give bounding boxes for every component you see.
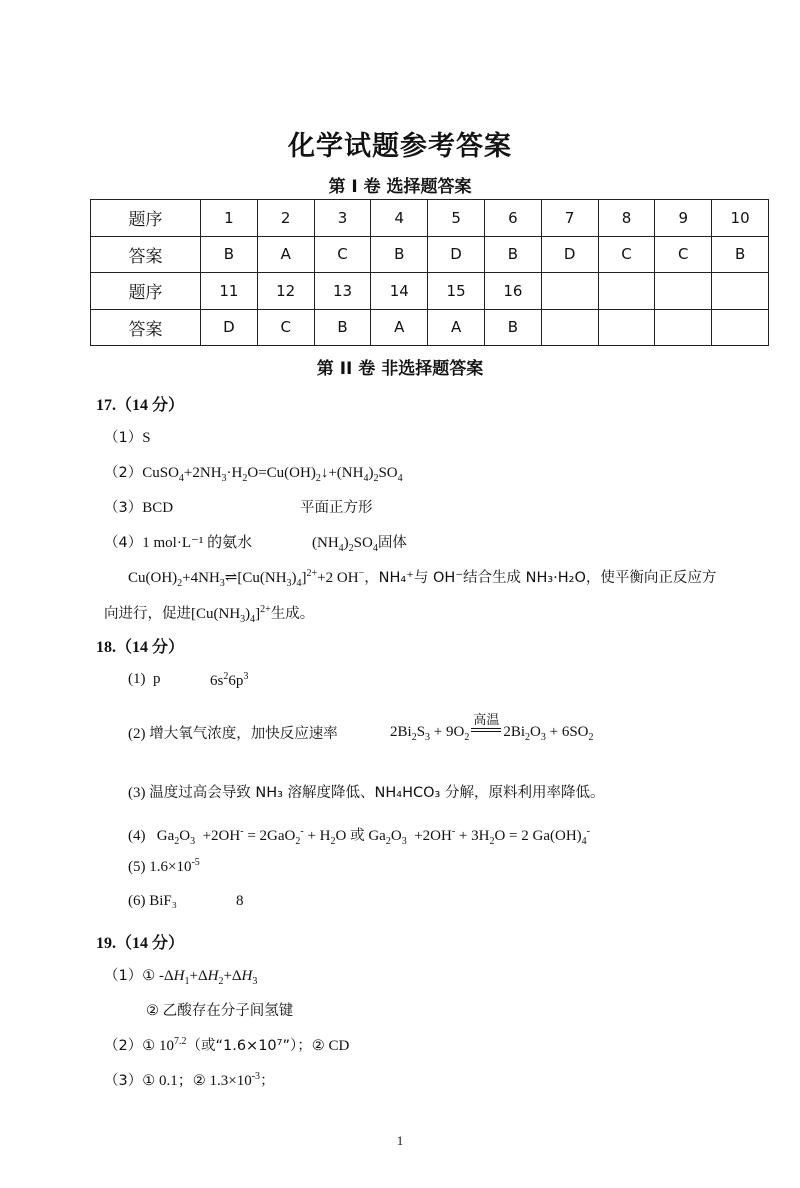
table-cell: 10 — [712, 200, 769, 237]
table-cell — [655, 273, 712, 310]
q19-answer-2: （2）① $10^{7.2}$（或“1.6×10⁷”）；② CD — [104, 1036, 350, 1054]
q18-answer-4: (4) $Ga_2O_3 +2OH^- = 2GaO_2^- + H_2O$ 或 $Ga_2O_3 +2OH^- + 3H_2O = 2$ $Ga(OH)_4^-$ — [128, 826, 590, 847]
page-title: 化学试题参考答案 — [288, 131, 512, 162]
table-cell: C — [598, 236, 655, 273]
q18-answer-3: (3) 温度过高会导致 NH₃ 溶解度降低、NH₄HCO₃ 分解，原料利用率降低。 — [128, 785, 605, 801]
table-cell: 12 — [257, 273, 314, 310]
table-cell — [541, 273, 598, 310]
q19-answer-1b: ② 乙酸存在分子间氢键 — [146, 1003, 294, 1019]
q19-heading: 19.（14 分） — [96, 935, 185, 952]
table-cell: 7 — [541, 200, 598, 237]
table-cell — [598, 309, 655, 346]
table-row — [91, 309, 769, 346]
table-cell: 3 — [314, 200, 371, 237]
table-cell — [655, 309, 712, 346]
table-cell: 14 — [371, 273, 428, 310]
table-cell: 5 — [428, 200, 485, 237]
q18-answer-6: (6) BiF₃ 8 — [128, 893, 244, 909]
q17-answer-2: $(2)CuSO_4+2NH_3\cdot H_2O=Cu(OH)_2↓+(NH_4)_2SO_4$ — [104, 465, 403, 484]
q17-heading: 17.（14 分） — [96, 397, 185, 414]
table-cell: C — [314, 236, 371, 273]
table-cell: B — [484, 309, 541, 346]
table-cell — [712, 273, 769, 310]
row-header: 答案 — [91, 236, 201, 273]
page-number: 1 — [396, 1133, 404, 1148]
table-cell: 6 — [484, 200, 541, 237]
table-cell: C — [655, 236, 712, 273]
table-cell: 1 — [201, 200, 258, 237]
table-cell: A — [257, 236, 314, 273]
q17-answer-3: （3）BCD 平面正方形 — [104, 500, 373, 516]
row-header: 题序 — [91, 200, 201, 237]
reaction-arrow-high-temp: 高温 — [471, 713, 501, 734]
table-row — [91, 200, 769, 237]
table-cell: D — [428, 236, 485, 273]
q17-explanation-line1: $Cu(OH)_2+4NH_3\rightleftharpoons[Cu(NH_3)_4]^{2+}+2$ OH−，NH₄⁺与 OH⁻结合生成 NH₃·H₂O，使平衡向正反应方 — [128, 568, 717, 589]
table-cell: A — [428, 309, 485, 346]
table-cell: 16 — [484, 273, 541, 310]
q18-answer-2: (2) 增大氧气浓度，加快反应速率 $2Bi_2S_3 + 9O_2$ 高温 $2Bi_2O_3 + 6SO_2$ — [128, 713, 594, 743]
answer-table — [90, 199, 769, 346]
table-cell: B — [201, 236, 258, 273]
table-cell: B — [371, 236, 428, 273]
table-cell: B — [484, 236, 541, 273]
q19-answer-3: （3）① 0.1；② $1.3\times 10^{-3}$； — [104, 1071, 275, 1089]
part1-title: 第 I 卷 选择题答案 — [328, 177, 472, 197]
q18-answer-5: (5) $1.6\times 10^{-5}$ — [128, 857, 200, 875]
table-row — [91, 236, 769, 273]
table-cell — [541, 309, 598, 346]
table-cell — [712, 309, 769, 346]
table-cell: B — [712, 236, 769, 273]
table-cell: D — [201, 309, 258, 346]
table-cell: 2 — [257, 200, 314, 237]
table-cell: 9 — [655, 200, 712, 237]
q18-answer-1: (1) p $6s^26p^3$ — [128, 671, 249, 689]
q17-explanation-line2: 向进行，促进$[Cu(NH_3)_4]^{2+}$生成。 — [104, 604, 315, 625]
table-cell: 11 — [201, 273, 258, 310]
q18-heading: 18.（14 分） — [96, 639, 185, 656]
table-cell: A — [371, 309, 428, 346]
table-cell: D — [541, 236, 598, 273]
q17-answer-1: （1）S — [104, 430, 151, 446]
table-cell: C — [257, 309, 314, 346]
table-cell: 4 — [371, 200, 428, 237]
table-cell — [598, 273, 655, 310]
table-cell: 15 — [428, 273, 485, 310]
table-cell: 8 — [598, 200, 655, 237]
row-header: 题序 — [91, 273, 201, 310]
table-cell: B — [314, 309, 371, 346]
table-row — [91, 273, 769, 310]
row-header: 答案 — [91, 309, 201, 346]
table-cell: 13 — [314, 273, 371, 310]
q17-answer-4: （4）1 mol·L⁻¹ 的氨水 $(NH_4)_2SO_4$固体 — [104, 535, 407, 554]
q19-answer-1: （1）① $-\Delta H_1+\Delta H_2+\Delta H_3$ — [104, 968, 258, 987]
part2-title: 第 II 卷 非选择题答案 — [316, 359, 484, 379]
